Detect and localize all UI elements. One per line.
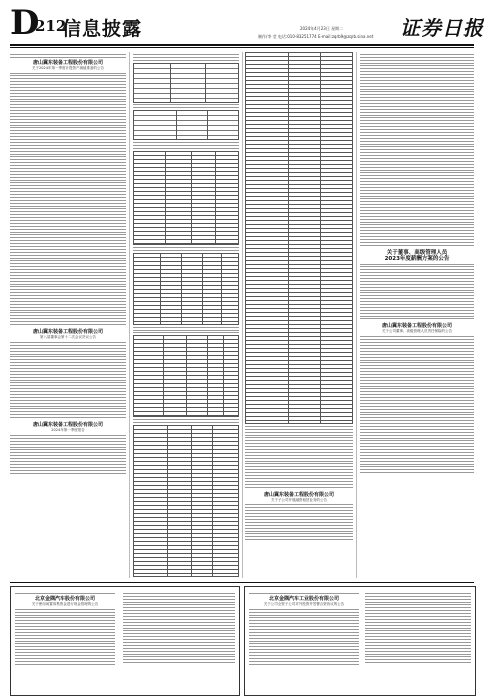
header-rule-thin — [10, 47, 474, 48]
paper-logo: 证券日报 — [400, 16, 484, 40]
section-title: 信息披露 — [62, 18, 143, 40]
article-subtitle: 关于2024年第一季度计提资产减值准备的公告 — [32, 65, 104, 70]
article-title: 唐山冀东装备工程股份有限公司 — [32, 59, 103, 66]
financial-table — [133, 425, 239, 577]
article-title: 北京金隅汽车股份有限公司 — [34, 595, 95, 602]
page-number: 212 — [35, 17, 67, 35]
column-3 — [245, 52, 353, 542]
financial-table — [133, 335, 239, 417]
editor-line: 制作/李 莹 电话:010-83251774 E-mail:zqrb9@zqrb.sina.net — [258, 34, 374, 39]
financial-table — [133, 253, 239, 325]
header-rule — [10, 44, 474, 46]
article-title: 唐山冀东装备工程股份有限公司 — [381, 323, 452, 330]
bottom-divider — [10, 582, 474, 583]
article-subtitle: 2024年第一季度报告 — [51, 428, 85, 433]
column-1 — [10, 52, 126, 475]
article-title: 唐山冀东装备工程股份有限公司 — [32, 329, 103, 336]
column-4 — [360, 52, 474, 475]
article-title: 北京金隅汽车工业股份有限公司 — [268, 595, 339, 602]
bottom-announcement-right — [244, 586, 476, 696]
article-subtitle: 关于公司董事、高级管理人员责任保险的公告 — [382, 329, 452, 334]
article-title: 唐山冀东装备工程股份有限公司 — [32, 422, 103, 429]
article-title: 唐山冀东装备工程股份有限公司 — [263, 491, 334, 498]
article-subtitle: 关于使用闲置募集资金进行现金管理的公告 — [31, 601, 99, 606]
article-subtitle: 2023年度薪酬方案的公告 — [384, 255, 450, 262]
column-2 — [133, 52, 239, 577]
page-letter: D — [10, 3, 40, 43]
article-subtitle: 关于公司全资子公司对外投资并签署合资协议的公告 — [263, 601, 345, 606]
article-subtitle: 第八届董事会第十二次会议决议公告 — [40, 335, 96, 340]
financial-table — [133, 151, 239, 245]
financial-table — [133, 110, 239, 140]
article-title: 关于董事、高级管理人员 — [386, 249, 448, 256]
balance-sheet-table — [245, 52, 353, 424]
date-line: 2024年4月23日 星期二 — [300, 26, 344, 31]
financial-table — [133, 63, 239, 103]
article-subtitle: 关于子公司开展融资租赁业务的公告 — [271, 497, 327, 502]
bottom-announcement-left — [10, 586, 240, 696]
